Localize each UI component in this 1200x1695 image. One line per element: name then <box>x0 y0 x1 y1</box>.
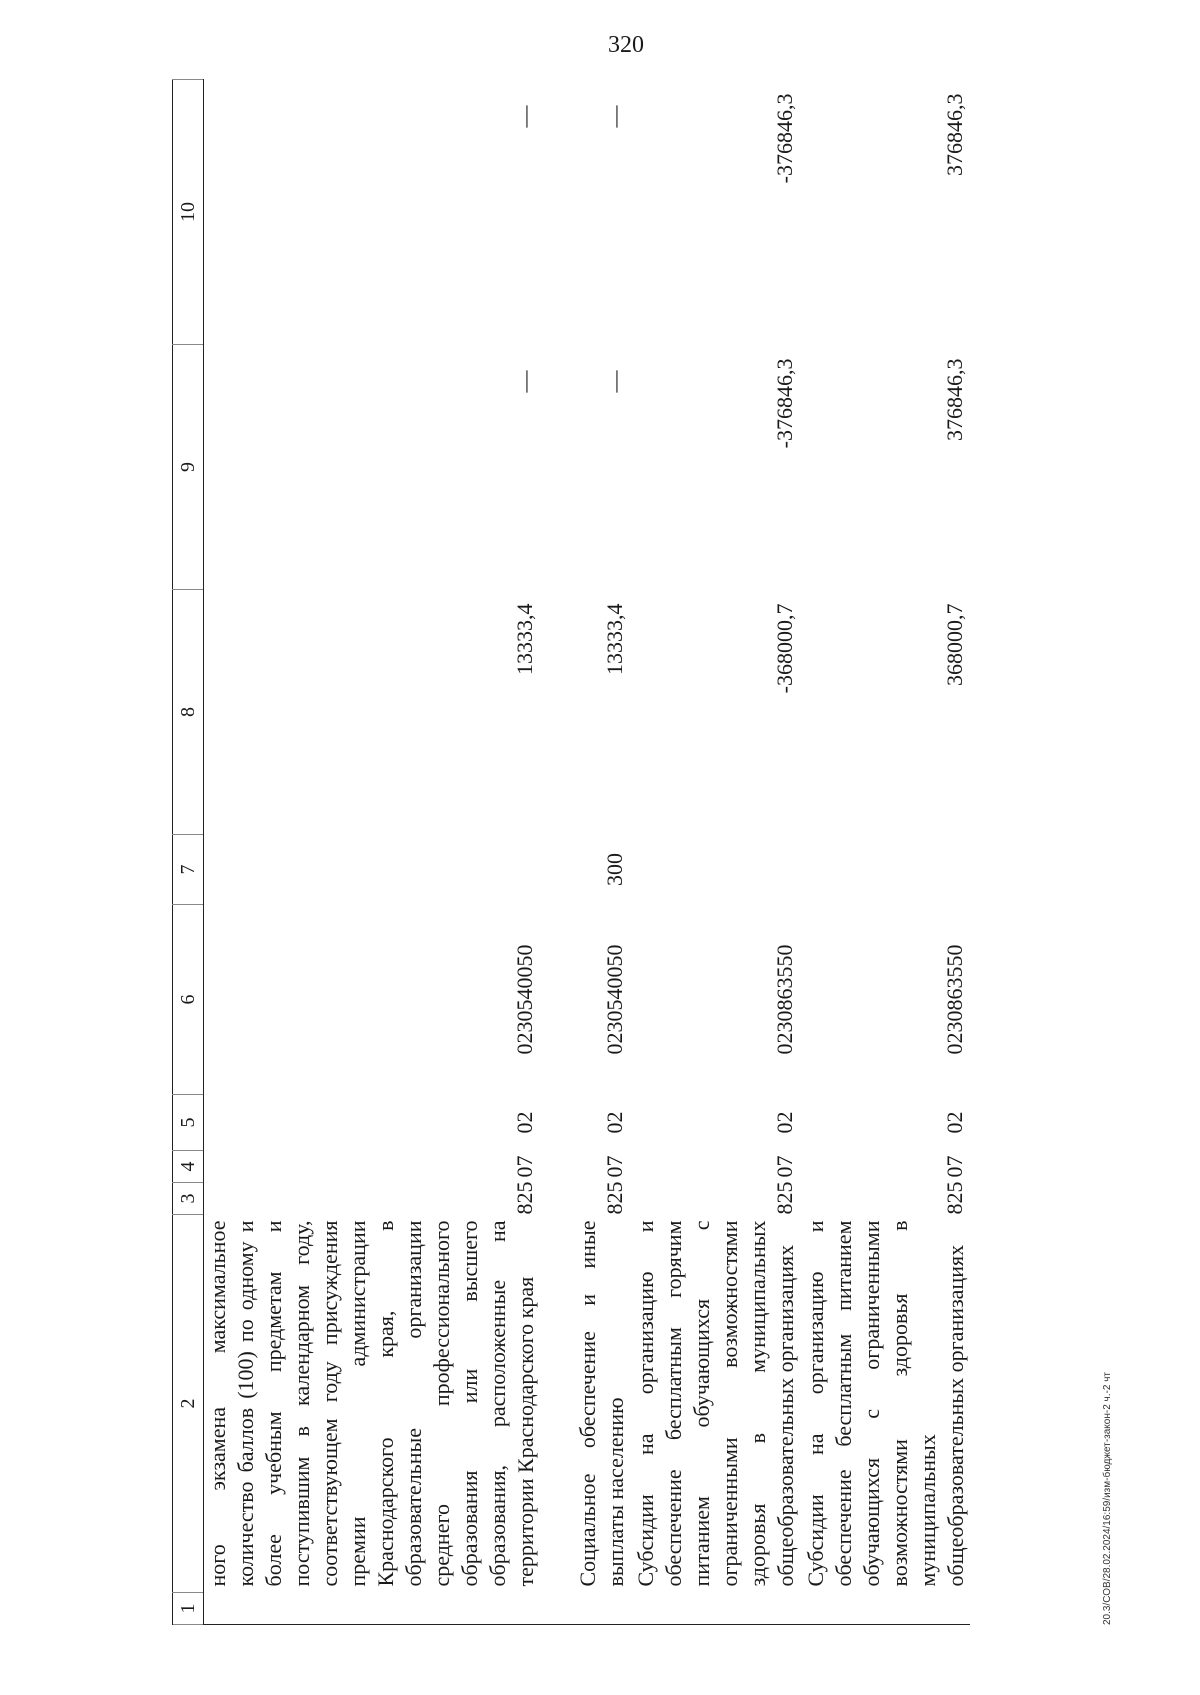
cell-c8: 368000,7 <box>942 603 967 686</box>
column-header-6: 6 <box>173 905 204 1095</box>
cell-c9: — <box>602 370 627 393</box>
cell-c5: 02 <box>512 1111 537 1134</box>
budget-table-container <box>172 80 1072 1625</box>
document-code: 20.3/СОВ/28.02.2024/16:59/изм-бюджет-закон-2 ч.-2 чт <box>1102 1372 1113 1625</box>
column-header-9: 9 <box>173 345 204 590</box>
column-header-1: 1 <box>173 1593 204 1625</box>
budget-table <box>172 79 970 1625</box>
column-header-7: 7 <box>173 835 204 905</box>
cell-c3: 825 <box>602 1181 627 1215</box>
cell-c4: 07 <box>602 1155 627 1178</box>
cell-c10: — <box>602 105 627 128</box>
cell-name: Субсидии на организацию и обеспечение бесплатным горячим питанием обучающихся с ограниченными возможностями здоровья в муниципальных общеобразовательных организациях <box>633 1220 798 1587</box>
cell-c6: 0230540050 <box>602 944 627 1055</box>
cell-col1 <box>800 1593 970 1625</box>
cell-c5: 02 <box>602 1111 627 1134</box>
cell-c10: 376846,3 <box>942 93 967 176</box>
cell-name: Социальное обеспечение и иные выплаты населению <box>575 1220 628 1587</box>
cell-c8: 13333,4 <box>512 603 537 675</box>
cell-c10: -376846,3 <box>772 93 797 184</box>
cell-c5: 02 <box>942 1111 967 1134</box>
cell-c7: 300 <box>602 853 627 886</box>
cell-c3: 825 <box>512 1181 537 1215</box>
cell-col1 <box>630 1593 800 1625</box>
cell-name: Субсидии на организацию и обеспечение бесплатным питанием обучающихся с ограниченными возможностями здоровья в муниципальных общеобразовательных организациях <box>803 1220 968 1587</box>
cell-c9: 376846,3 <box>942 358 967 441</box>
cell-c4: 07 <box>512 1155 537 1178</box>
table-row <box>630 80 800 1625</box>
page-number: 320 <box>608 32 644 58</box>
cell-c5: 02 <box>772 1111 797 1134</box>
cell-c4: 07 <box>772 1155 797 1178</box>
column-header-10: 10 <box>173 80 204 345</box>
cell-c6: 0230863550 <box>772 944 797 1055</box>
table-row <box>800 80 970 1625</box>
cell-c9: — <box>512 370 537 393</box>
cell-c7 <box>630 835 800 905</box>
cell-c3: 825 <box>772 1181 797 1215</box>
column-header-4: 4 <box>173 1151 204 1183</box>
cell-c4: 07 <box>942 1155 967 1178</box>
table-row <box>204 80 541 1625</box>
cell-c9: -376846,3 <box>772 358 797 449</box>
column-header-3: 3 <box>173 1183 204 1215</box>
column-header-2: 2 <box>173 1215 204 1593</box>
cell-c3: 825 <box>942 1181 967 1215</box>
cell-name: ного экзамена максимальное количество баллов (100) по одному и более учебным предметам и поступившим в календарном году, соответствующем году присуждения премии администрации Краснодарского края, в образовательные организации среднего профессионального образования или высшего образования, расположенные на территории Краснодарского края <box>205 1220 538 1587</box>
table-row <box>540 80 630 1625</box>
table-header-row <box>173 80 204 1625</box>
cell-col1 <box>540 1593 630 1625</box>
cell-col1 <box>204 1593 541 1625</box>
cell-c6: 0230540050 <box>512 944 537 1055</box>
cell-c7 <box>204 835 541 905</box>
cell-c8: -368000,7 <box>772 603 797 694</box>
cell-c7 <box>800 835 970 905</box>
cell-c10: — <box>512 105 537 128</box>
cell-c6: 0230863550 <box>942 944 967 1055</box>
column-header-8: 8 <box>173 590 204 835</box>
column-header-5: 5 <box>173 1095 204 1151</box>
cell-c8: 13333,4 <box>602 603 627 675</box>
